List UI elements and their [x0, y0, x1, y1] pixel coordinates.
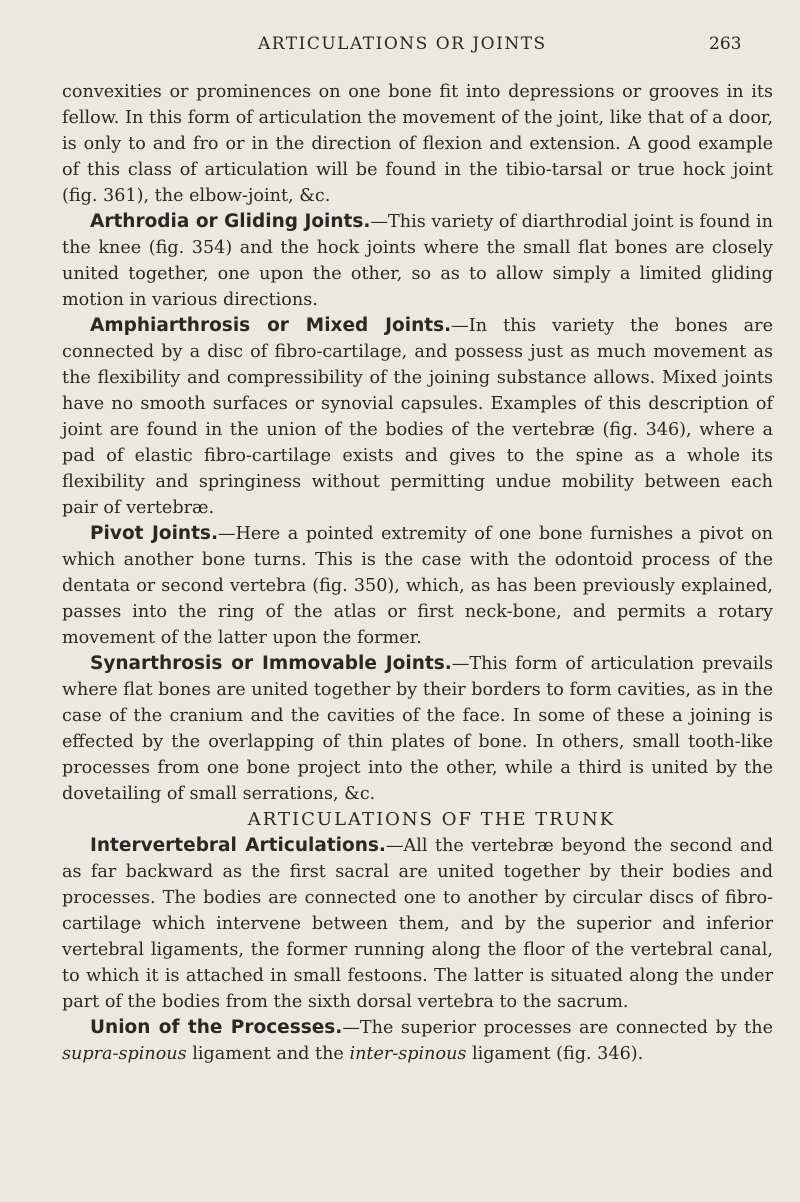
paragraph-text: ligament (fig. 346). — [466, 1044, 644, 1064]
page-number: 263 — [709, 34, 742, 54]
section-title: ARTICULATIONS OF THE TRUNK — [247, 809, 616, 830]
page-body — [62, 79, 773, 1067]
paragraph-heading: Union of the Processes. — [90, 1017, 343, 1038]
paragraph-text: —In this variety the bones are connected by a disc of fibro-cartilage, and possess just as much movement as the flexibility and compressibility of the joining substance allows. Mixed joints have no smooth surfaces or synovial capsules. Examples of this description of joint are found in the union of the bodies of the vertebræ (fig. 346), where a pad of elastic fibro-cartilage exists and gives to the spine as a whole its flexibility and springiness without permitting undue mobility between each pair of vertebræ. — [62, 316, 773, 518]
paragraph-text: —The superior processes are connected by the — [342, 1018, 773, 1038]
running-head-title: ARTICULATIONS OR JOINTS — [258, 34, 547, 54]
paragraph — [62, 651, 773, 807]
ligament-term: inter-spinous — [349, 1044, 467, 1064]
paragraph — [62, 521, 773, 651]
paragraph-heading: Intervertebral Articulations. — [90, 835, 386, 856]
paragraph-text: —This variety of diarthrodial joint is found in the knee (fig. 354) and the hock joints where the small flat bones are closely united together, one upon the other, so as to allow simply a limited gliding motion in various directions. — [62, 212, 773, 310]
paragraph-text: —All the vertebræ beyond the second and as far backward as the first sacral are united together by their bodies and processes. The bodies are connected one to another by circular discs of fibro-cartilage which intervene between them, and by the superior and inferior vertebral ligaments, the former running along the floor of the vertebral canal, to which it is attached in small festoons. The latter is situated along the under part of the bodies from the sixth dorsal vertebra to the sacrum. — [62, 836, 773, 1012]
paragraph-heading: Arthrodia or Gliding Joints. — [90, 211, 371, 232]
paragraph-text: ligament and the — [186, 1044, 350, 1064]
paragraph-heading: Pivot Joints. — [90, 523, 218, 544]
paragraph-text: —This form of articulation prevails where flat bones are united together by their borders to form cavities, as in the case of the cranium and the cavities of the face. In some of these a joining is effected by the overlapping of thin plates of bone. In others, small tooth-like processes from one bone project into the other, while a third is united by the dovetailing of small serrations, &c. — [62, 654, 773, 804]
paragraph — [62, 209, 773, 313]
paragraph-text: —Here a pointed extremity of one bone furnishes a pivot on which another bone turns. This is the case with the odontoid process of the dentata or second vertebra (fig. 350), which, as has been previously explained, passes into the ring of the atlas or first neck-bone, and permits a rotary movement of the latter upon the former. — [62, 524, 773, 648]
paragraph — [62, 79, 773, 209]
paragraph — [62, 833, 773, 1015]
running-head — [0, 34, 800, 60]
paragraph — [62, 1015, 773, 1067]
ligament-term: supra-spinous — [62, 1044, 187, 1064]
paragraph-text: convexities or prominences on one bone fit into depressions or grooves in its fellow. In this form of articulation the movement of the joint, like that of a door, is only to and fro or in the direction of flexion and extension. A good example of this class of articulation will be found in the tibio-tarsal or true hock joint (fig. 361), the elbow-joint, &c. — [62, 82, 773, 206]
paragraph — [62, 313, 773, 521]
paragraph-heading: Synarthrosis or Immovable Joints. — [90, 653, 452, 674]
paragraph-heading: Amphiarthrosis or Mixed Joints. — [90, 315, 452, 336]
